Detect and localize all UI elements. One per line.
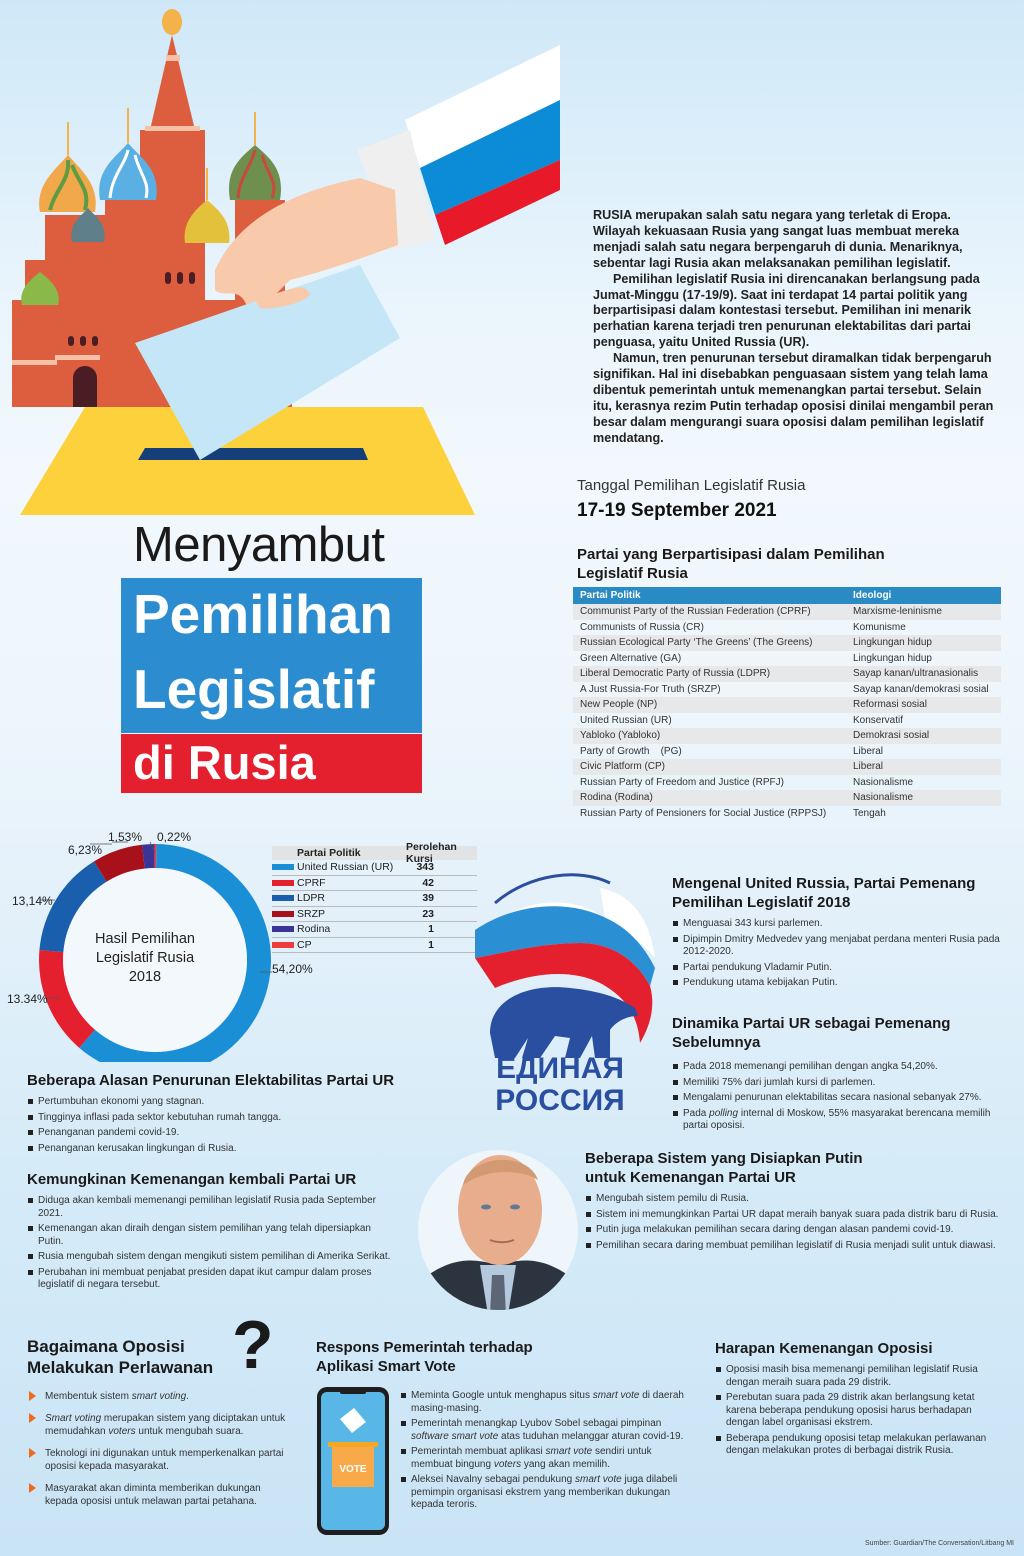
donut-slice [155,844,157,868]
party-name: Green Alternative (GA) [580,652,682,664]
seats-count: 23 [422,907,434,920]
pct-label-cprf: 13.34% [7,992,48,1006]
pct-label-rodina: 1,53% [108,830,143,844]
seats-count: 42 [422,876,434,889]
title-line-4: di Rusia [133,736,316,789]
party-name: Rodina (Rodina) [580,792,653,804]
intro-paragraph: Namun, tren penurunan tersebut diramalkan tidak berpengaruh signifikan. Hal ini disebabkan penguasaan sistem yang telah lama dibentuk pemerintah untuk memenangkan partai tersebut. Selain itu, kerasnya rezim Putin terhadap oposisi dinilai mengambil peran besar dalam mengurangi suara oposisi dalam pemilihan legislatif mendatang. [593,351,994,445]
seats-party: Rodina [297,923,331,936]
title-line-2: Pemilihan [133,583,393,645]
seats-count: 343 [416,861,434,874]
list-item: Pemerintah membuat aplikasi smart vote sendiri untuk membuat bingung voters yang akan memilih. [400,1446,695,1471]
seats-count: 1 [428,923,434,936]
putin-systems-list [585,1193,1015,1252]
table-row [573,682,1001,698]
opposition-hope-list [715,1364,1005,1458]
list-item: Partai pendukung Vladamir Putin. [672,962,1002,975]
gov-response-title-block [316,1338,556,1376]
party-ideology: Lingkungan hidup [853,652,932,664]
seats-party: CPRF [297,876,326,889]
election-date-label: Tanggal Pemilihan Legislatif Rusia [577,477,806,494]
phone-vote-label: VOTE [339,1464,367,1475]
table-row [573,806,1001,822]
seats-count: 1 [428,938,434,951]
legend-swatch [272,895,294,901]
header-ideology: Ideologi [853,590,892,601]
legend-swatch [272,880,294,886]
party-ideology: Liberal [853,761,884,773]
party-name: Russian Party of Freedom and Justice (RPFJ) [580,776,784,788]
title-line-3: Legislatif [133,658,375,720]
question-mark-icon: ? [232,1307,274,1383]
seats-row [272,938,477,954]
seats-row [272,922,477,938]
party-ideology: Reformasi sosial [853,699,927,711]
seats-header [272,841,477,865]
gov-response-section [400,1390,695,1515]
list-item: Menguasai 343 kursi parlemen. [672,918,1002,931]
party-ideology: Demokrasi sosial [853,730,930,742]
intro-paragraph: Pemilihan legislatif Rusia ini direncanakan berlangsung pada Jumat-Minggu (17-19/9). Saat ini terdapat 14 partai politik yang berpartisipasi dalam kontestasi tersebut. Pemilihan ini menarik perhatian karena terjadi tren penurunan elektabilitas dari partai penguasa, yaitu United Russia (UR). [593,271,980,350]
legend-swatch [272,911,294,917]
seats-row [272,907,477,923]
table-row [573,790,1001,806]
seats-row [272,891,477,907]
header-party: Partai Politik [580,590,641,601]
party-ideology: Sayap kanan/ultranasionalis [853,668,979,680]
list-item: Membentuk sistem smart voting. [27,1390,287,1403]
list-item: Beberapa pendukung oposisi tetap melakukan perlawanan dengan melakukan protes di berbagai distrik Rusia. [715,1433,1005,1458]
list-item: Putin juga melakukan pemilihan secara daring dengan alasan pandemi covid-19. [585,1224,1015,1237]
list-item: Tingginya inflasi pada sektor kebutuhan rumah tangga. [27,1112,427,1125]
seats-party: CP [297,938,312,951]
party-name: Communists of Russia (CR) [580,621,704,633]
seats-header-party: Partai Politik [297,847,361,859]
list-item: Pemilihan secara daring membuat pemilihan legislatif di Rusia menjadi sulit untuk diawasi. [585,1240,1015,1253]
united-russia-logo [460,858,660,1118]
party-name: Civic Platform (CP) [580,761,666,773]
logo-text-line-2: РОССИЯ [495,1084,625,1117]
party-ideology: Lingkungan hidup [853,637,932,649]
list-item: Perubahan ini membuat penjabat presiden dapat ikut campur dalam proses legislatif di negara tersebut. [27,1267,392,1292]
legend-swatch [272,926,294,932]
party-ideology: Nasionalisme [853,776,914,788]
list-item: Meminta Google untuk menghapus situs smart vote di daerah masing-masing. [400,1390,695,1415]
party-name: Yabloko (Yabloko) [580,730,661,742]
seats-legend-table [272,841,477,953]
party-ideology: Komunisme [853,621,906,633]
seats-party: United Russian (UR) [297,861,394,874]
party-name: Russian Party of Pensioners for Social Justice (RPPSJ) [580,807,827,819]
win-again-title: Kemungkinan Kemenangan kembali Partai UR [27,1171,357,1188]
list-item: Masyarakat akan diminta memberikan dukungan kepada oposisi untuk melawan partai petahana. [27,1482,287,1508]
party-ideology: Tengah [853,807,886,819]
table-row [573,635,1001,651]
table-row [573,666,1001,682]
table-row [573,620,1001,636]
list-item: Diduga akan kembali memenangi pemilihan legislatif Rusia pada September 2021. [27,1195,392,1220]
party-name: New People (NP) [580,699,658,711]
list-item: Sistem ini memungkinkan Partai UR dapat meraih banyak suara pada distrik baru di Rusia. [585,1209,1015,1222]
table-row [573,697,1001,713]
list-item: Pemerintah menangkap Lyubov Sobel sebagai pimpinan software smart vote atas tuduhan melanggar aturan covid-19. [400,1418,695,1443]
party-name: United Russian (UR) [580,714,672,726]
opposition-hope-title: Harapan Kemenangan Oposisi [715,1340,933,1357]
opposition-title-line-2: Melakukan Perlawanan [27,1358,214,1377]
party-ideology: Nasionalisme [853,792,914,804]
list-item: Memiliki 75% dari jumlah kursi di parlemen. [672,1077,1002,1090]
table-row [573,604,1001,620]
seats-row [272,876,477,892]
intro-text [593,208,998,447]
parties-table [573,587,1001,821]
ballot-slot [138,448,368,460]
list-item: Pendukung utama kebijakan Putin. [672,977,1002,990]
list-item: Pada polling internal di Moskow, 55% masyarakat berencana memilih partai oposisi. [672,1108,1002,1133]
list-item: Rusia mengubah sistem dengan mengikuti sistem pemilihan di Amerika Serikat. [27,1251,392,1264]
phone-vote-icon [316,1386,390,1536]
list-item: Kemenangan akan diraih dengan sistem pemilihan yang telah dipersiapkan Putin. [27,1223,392,1248]
list-item: Perebutan suara pada 29 distrik akan berlangsung ketat karena beberapa pendukung oposisi harus berhadapan dengan label organisasi ekstrem. [715,1392,1005,1430]
hero-illustration [0,0,560,515]
list-item: Mengubah sistem pemilu di Rusia. [585,1193,1015,1206]
intro-paragraph: RUSIA merupakan salah satu negara yang terletak di Eropa. Wilayah kekuasaan Rusia yang sangat luas membuat mereka menjadi salah satu negara berpengaruh di dunia. Menariknya, sebentar lagi Rusia akan melaksanakan pemilihan legislatif. [593,208,963,270]
pct-label-ldpr: 13,14% [12,894,53,908]
legend-swatch [272,864,294,870]
party-name: Liberal Democratic Party of Russia (LDPR) [580,668,771,680]
putin-systems-title: Beberapa Sistem yang Disiapkan Putin untuk Kemenangan Partai UR [585,1150,863,1186]
election-date-value: 17-19 September 2021 [577,500,777,521]
list-item: Penanganan kerusakan lingkungan di Rusia. [27,1143,427,1156]
table-row [573,775,1001,791]
title-line-1: Menyambut [133,518,385,572]
list-item: Oposisi masih bisa memenangi pemilihan legislatif Rusia dengan meraih suara pada 29 distrik. [715,1364,1005,1389]
list-item: Teknologi ini digunakan untuk memperkenalkan partai oposisi kepada masyarakat. [27,1447,287,1473]
seats-header-count: Perolehan Kursi [406,841,457,865]
pct-label-srzp: 6,23% [68,843,103,857]
parties-table-header [573,587,1001,604]
party-ideology: Sayap kanan/demokrasi sosial [853,683,989,695]
win-again-list [27,1195,392,1292]
pct-label-ur: 54,20% [272,962,313,976]
opposition-title-line-1: Bagaimana Oposisi [27,1337,185,1356]
ur-intro-section [672,874,1002,993]
ur-intro-list [672,918,1002,990]
party-ideology: Liberal [853,745,884,757]
win-again-section [27,1170,392,1295]
donut-center-label: Hasil Pemilihan Legislatif Rusia 2018 [95,931,195,985]
parties-table-title: Partai yang Berpartisipasi dalam Pemilihan Legislatif Rusia [577,546,885,582]
seats-party: SRZP [297,907,326,920]
table-row [573,744,1001,760]
party-ideology: Marxisme-leninisme [853,606,942,618]
ur-dynamics-title: Dinamika Partai UR sebagai Pemenang Sebelumnya [672,1015,951,1051]
list-item: Pada 2018 memenangi pemilihan dengan angka 54,20%. [672,1061,1002,1074]
legend-swatch [272,942,294,948]
list-item: Pertumbuhan ekonomi yang stagnan. [27,1096,427,1109]
putin-systems-section [585,1149,1015,1255]
party-name: Party of Growth (PG) [580,745,682,757]
decline-reasons-title: Beberapa Alasan Penurunan Elektabilitas Partai UR [27,1072,395,1089]
parties-table-body [573,604,1001,821]
party-ideology: Konservatif [853,714,904,726]
party-name: Communist Party of the Russian Federation (CPRF) [580,606,811,618]
list-item: Smart voting merupakan sistem yang diciptakan untuk memudahkan voters untuk mengubah suara. [27,1412,287,1438]
seats-body [272,860,477,953]
seats-count: 39 [422,892,434,905]
ur-dynamics-section [672,1014,1002,1136]
decline-reasons-list [27,1096,427,1155]
table-row [573,651,1001,667]
list-item: Dipimpin Dmitry Medvedev yang menjabat perdana menteri Rusia pada 2012-2020. [672,934,1002,959]
table-row [573,728,1001,744]
ur-dynamics-list [672,1061,1002,1133]
opposition-list [27,1390,287,1508]
list-item: Aleksei Navalny sebagai pendukung smart vote juga dilabeli pemimpin organisasi ekstrem yang memberikan dukungan kepada teroris. [400,1474,695,1512]
ur-intro-title: Mengenal United Russia, Partai Pemenang Pemilihan Legislatif 2018 [672,875,976,911]
gov-response-list [400,1390,695,1512]
list-item: Penanganan pandemi covid-19. [27,1127,427,1140]
decline-reasons-section [27,1071,427,1158]
list-item: Mengalami penurunan elektabilitas secara nasional sebanyak 27%. [672,1092,1002,1105]
opposition-hope-section [715,1339,1005,1461]
logo-text-line-1: ЕДИНАЯ [496,1052,624,1085]
seats-row [272,860,477,876]
table-row [573,713,1001,729]
seats-party: LDPR [297,892,326,905]
pct-label-cp: 0,22% [157,830,192,844]
table-row [573,759,1001,775]
party-name: A Just Russia-For Truth (SRZP) [580,683,721,695]
party-name: Russian Ecological Party ‘The Greens’ (The Greens) [580,637,813,649]
putin-portrait [418,1135,578,1315]
gov-response-title-line-2: Aplikasi Smart Vote [316,1358,456,1375]
gov-response-title-line-1: Respons Pemerintah terhadap [316,1339,533,1356]
source-credit: Sumber: Guardian/The Conversation/Litbang MI [864,1540,1014,1547]
